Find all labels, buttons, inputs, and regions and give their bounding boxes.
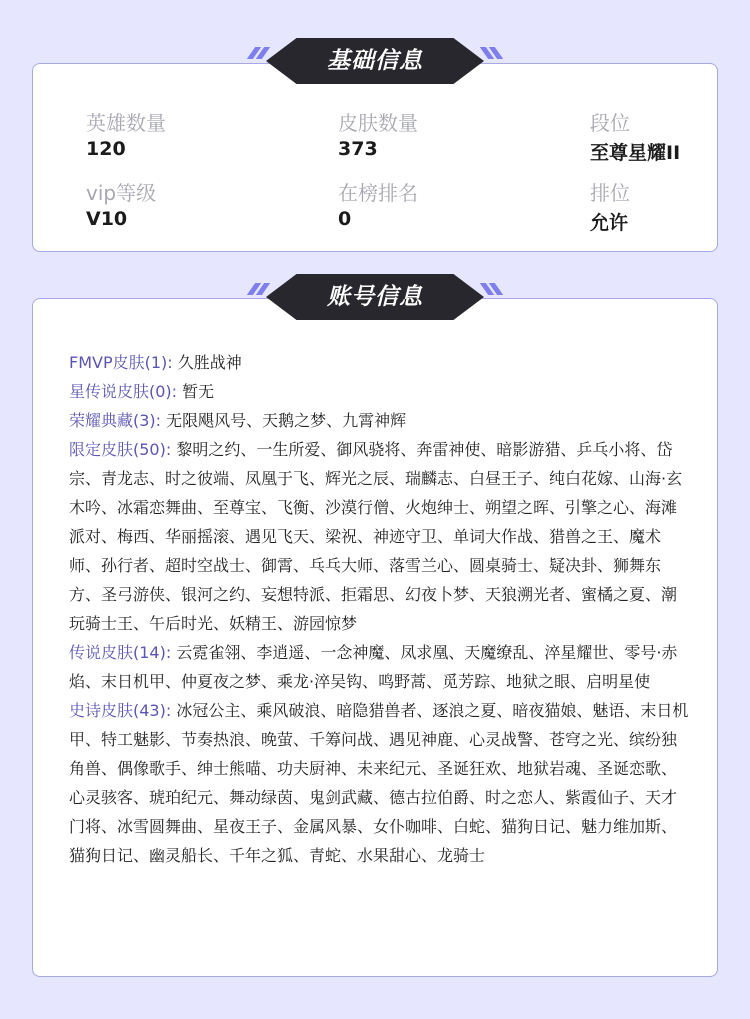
account-info-banner — [249, 274, 501, 320]
skin-group-items: 黎明之约、一生所爱、御风骁将、奔雷神使、暗影游猎、乒乓小将、岱宗、青龙志、时之彼端、凤凰于飞、辉光之辰、瑞麟志、白昼王子、纯白花嫁、山海·玄木吟、冰霜恋舞曲、至尊宝、飞衡、沙漠行僧、火炮绅士、朔望之晖、引擎之心、海滩派对、梅西、华丽摇滚、遇见飞天、梁祝、神迹守卫、单词大作战、猎兽之王、魔术师、孙行者、超时空战士、御霄、乓乓大师、落雪兰心、圆桌骑士、疑决卦、狮舞东方、圣弓游侠、银河之约、妄想特派、拒霜思、幻夜卜梦、天狼溯光者、蜜橘之夏、潮玩骑士王、午后时光、妖精王、游园惊梦 — [69, 440, 683, 633]
skin-group-label: 荣耀典藏(3): — [69, 411, 162, 430]
skin-group-fmvp — [69, 348, 689, 377]
skin-group-items: 暂无 — [182, 382, 215, 401]
skin-group-epic — [69, 696, 689, 870]
skin-group-items: 久胜战神 — [177, 353, 242, 372]
skin-count-value: 373 — [338, 138, 378, 160]
basic-info-title: 基础信息 — [327, 48, 423, 74]
skin-group-legend — [69, 638, 689, 696]
skin-count-label: 皮肤数量 — [338, 111, 418, 135]
ranked-label: 排位 — [590, 181, 630, 205]
ranked-value: 允许 — [590, 212, 629, 234]
hero-count-value: 120 — [86, 138, 126, 160]
skin-group-glory-collection — [69, 406, 689, 435]
rank-tier-label: 段位 — [590, 111, 630, 135]
skin-list — [69, 348, 689, 870]
leaderboard-rank-value: 0 — [338, 208, 352, 230]
skin-group-label: 限定皮肤(50): — [69, 440, 172, 459]
skin-group-label: 传说皮肤(14): — [69, 643, 172, 662]
skin-group-label: 星传说皮肤(0): — [69, 382, 178, 401]
skin-group-label: 史诗皮肤(43): — [69, 701, 172, 720]
skin-group-items: 云霓雀翎、李逍遥、一念神魔、凤求凰、天魔缭乱、淬星耀世、零号·赤焰、末日机甲、仲夏夜之梦、乘龙·淬吴钩、鸣野蒿、觅芳踪、地狱之眼、启明星使 — [69, 643, 678, 691]
skin-group-label: FMVP皮肤(1): — [69, 353, 173, 372]
skin-group-star-legend — [69, 377, 689, 406]
account-info-card — [32, 298, 718, 977]
basic-info-banner — [249, 38, 501, 84]
skin-group-limited — [69, 435, 689, 638]
account-info-title: 账号信息 — [327, 284, 423, 310]
leaderboard-rank-label: 在榜排名 — [338, 181, 418, 205]
rank-tier-value: 至尊星耀II — [590, 142, 681, 164]
skin-group-items: 冰冠公主、乘风破浪、暗隐猎兽者、逐浪之夏、暗夜猫娘、魅语、末日机甲、特工魅影、节奏热浪、晚萤、千筹问战、遇见神鹿、心灵战警、苍穹之光、缤纷独角兽、偶像歌手、绅士熊喵、功夫厨神、未来纪元、圣诞狂欢、地狱岩魂、圣诞恋歌、心灵骇客、琥珀纪元、舞动绿茵、鬼剑武藏、德古拉伯爵、时之恋人、紫霞仙子、天才门将、冰雪圆舞曲、星夜王子、金属风暴、女仆咖啡、白蛇、猫狗日记、魅力维加斯、猫狗日记、幽灵船长、千年之狐、青蛇、水果甜心、龙骑士 — [69, 701, 689, 865]
vip-level-value: V10 — [86, 208, 128, 230]
basic-info-card — [32, 63, 718, 252]
hero-count-label: 英雄数量 — [86, 111, 166, 135]
skin-group-items: 无限飓风号、天鹅之梦、九霄神辉 — [166, 411, 407, 430]
vip-level-label: vip等级 — [86, 181, 157, 205]
